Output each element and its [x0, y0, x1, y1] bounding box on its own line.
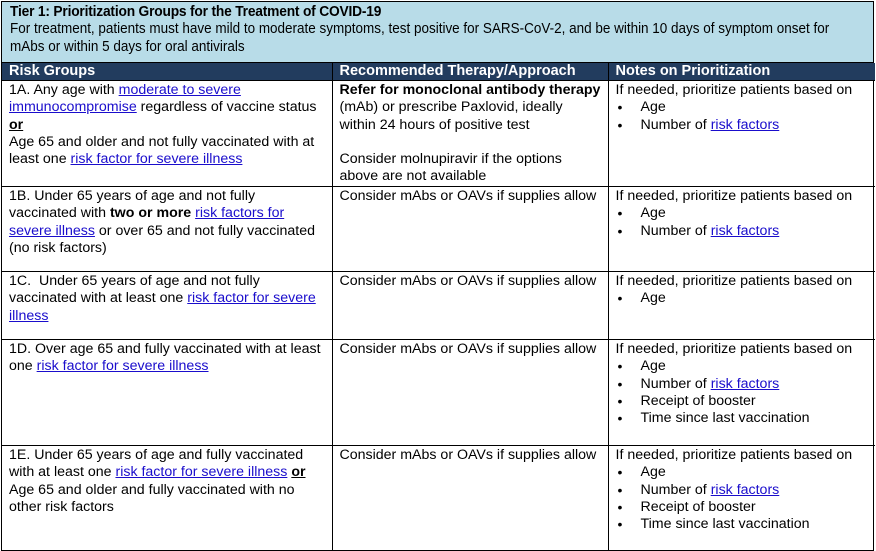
risk-factors-link[interactable]: risk factors: [710, 375, 780, 392]
therapy-cell: Refer for monoclonal antibody therapy (mAb) or prescribe Paxlovid, ideally within 24 hours of positive test Consider molnupiravir if the options above are not available: [332, 81, 608, 187]
risk-factors-link[interactable]: risk factors: [710, 116, 780, 133]
risk-group-cell: 1D. Over age 65 and fully vaccinated with at least one risk factor for severe illness: [2, 340, 332, 446]
table-subtitle: For treatment, patients must have mild to moderate symptoms, test positive for SARS-CoV-2, and be within 10 days of symptom onset for mAbs or within 5 days for oral antivirals: [10, 21, 830, 55]
risk-factor-link[interactable]: risk factor for severe illness: [115, 464, 288, 481]
list-item: • Number of risk factors: [616, 223, 869, 240]
immunocompromise-link[interactable]: moderate to severe immunocompromise: [9, 82, 241, 116]
risk-factor-link[interactable]: risk factor for severe illness: [9, 290, 316, 324]
list-item: • Age: [616, 99, 869, 116]
table-title: Tier 1: Prioritization Groups for the Treatment of COVID-19: [10, 4, 382, 20]
therapy-cell: Consider mAbs or OAVs if supplies allow: [332, 187, 608, 272]
therapy-cell: Consider mAbs or OAVs if supplies allow: [332, 272, 608, 340]
header-therapy: Recommended Therapy/Approach: [332, 63, 608, 81]
risk-factor-link[interactable]: risk factor for severe illness: [70, 151, 243, 168]
list-item: • Receipt of booster: [616, 499, 869, 516]
list-item: • Number of risk factors: [616, 117, 869, 134]
risk-group-cell: 1C. Under 65 years of age and not fully vaccinated with at least one risk factor for severe illness: [2, 272, 332, 340]
table-banner: [2, 2, 873, 63]
therapy-bold: Refer for monoclonal antibody therapy: [339, 82, 601, 98]
notes-list: [616, 464, 869, 533]
list-item: • Age: [616, 464, 869, 481]
table-row-1a: [2, 81, 875, 187]
prioritization-table-container: [1, 1, 874, 551]
or-text: or: [291, 464, 306, 481]
table-row-1c: [2, 272, 875, 340]
therapy-cell: Consider mAbs or OAVs if supplies allow: [332, 340, 608, 446]
notes-cell: If needed, prioritize patients based on • Age • Number of risk factors: [608, 187, 875, 272]
table-row-1d: [2, 340, 875, 446]
notes-cell: If needed, prioritize patients based on • Age • Number of risk factors • Receipt of booster • Time since last vaccination: [608, 446, 875, 550]
risk-group-cell: 1A. Any age with moderate to severe immunocompromise regardless of vaccine status or Age 65 and older and not fully vaccinated with at least one risk factor for severe illness: [2, 81, 332, 187]
header-row: [2, 63, 875, 81]
risk-factors-link[interactable]: risk factors: [710, 222, 780, 239]
list-item: • Age: [616, 358, 869, 375]
list-item: • Time since last vaccination: [616, 516, 869, 533]
list-item: • Age: [616, 290, 869, 307]
header-risk-groups: Risk Groups: [2, 63, 332, 81]
list-item: • Time since last vaccination: [616, 410, 869, 427]
notes-cell: If needed, prioritize patients based on • Age • Number of risk factors • Receipt of booster • Time since last vaccination: [608, 340, 875, 446]
risk-group-cell: 1E. Under 65 years of age and fully vaccinated with at least one risk factor for severe illness or Age 65 and older and fully vaccinated with no other risk factors: [2, 446, 332, 550]
risk-factor-link[interactable]: risk factor for severe illness: [36, 358, 209, 375]
risk-factor-link[interactable]: risk factors for severe illness: [9, 205, 285, 239]
therapy-alternative: Consider molnupiravir if the options above are not available: [339, 150, 562, 185]
table-row-1e: [2, 446, 875, 550]
header-notes: Notes on Prioritization: [608, 63, 875, 81]
notes-list: [616, 358, 869, 427]
therapy-cell: Consider mAbs or OAVs if supplies allow: [332, 446, 608, 550]
list-item: • Number of risk factors: [616, 376, 869, 393]
or-text: or: [9, 116, 24, 133]
notes-list: [616, 99, 869, 134]
risk-group-cell: 1B. Under 65 years of age and not fully vaccinated with two or more risk factors for severe illness or over 65 and not fully vaccinated (no risk factors): [2, 187, 332, 272]
notes-list: [616, 290, 869, 307]
notes-cell: If needed, prioritize patients based on • Age: [608, 272, 875, 340]
risk-factors-link[interactable]: risk factors: [710, 481, 780, 498]
table-row-1b: [2, 187, 875, 272]
prioritization-table: [2, 63, 875, 550]
notes-cell: If needed, prioritize patients based on • Age • Number of risk factors: [608, 81, 875, 187]
list-item: • Receipt of booster: [616, 393, 869, 410]
notes-list: [616, 205, 869, 240]
list-item: • Number of risk factors: [616, 482, 869, 499]
list-item: • Age: [616, 205, 869, 222]
